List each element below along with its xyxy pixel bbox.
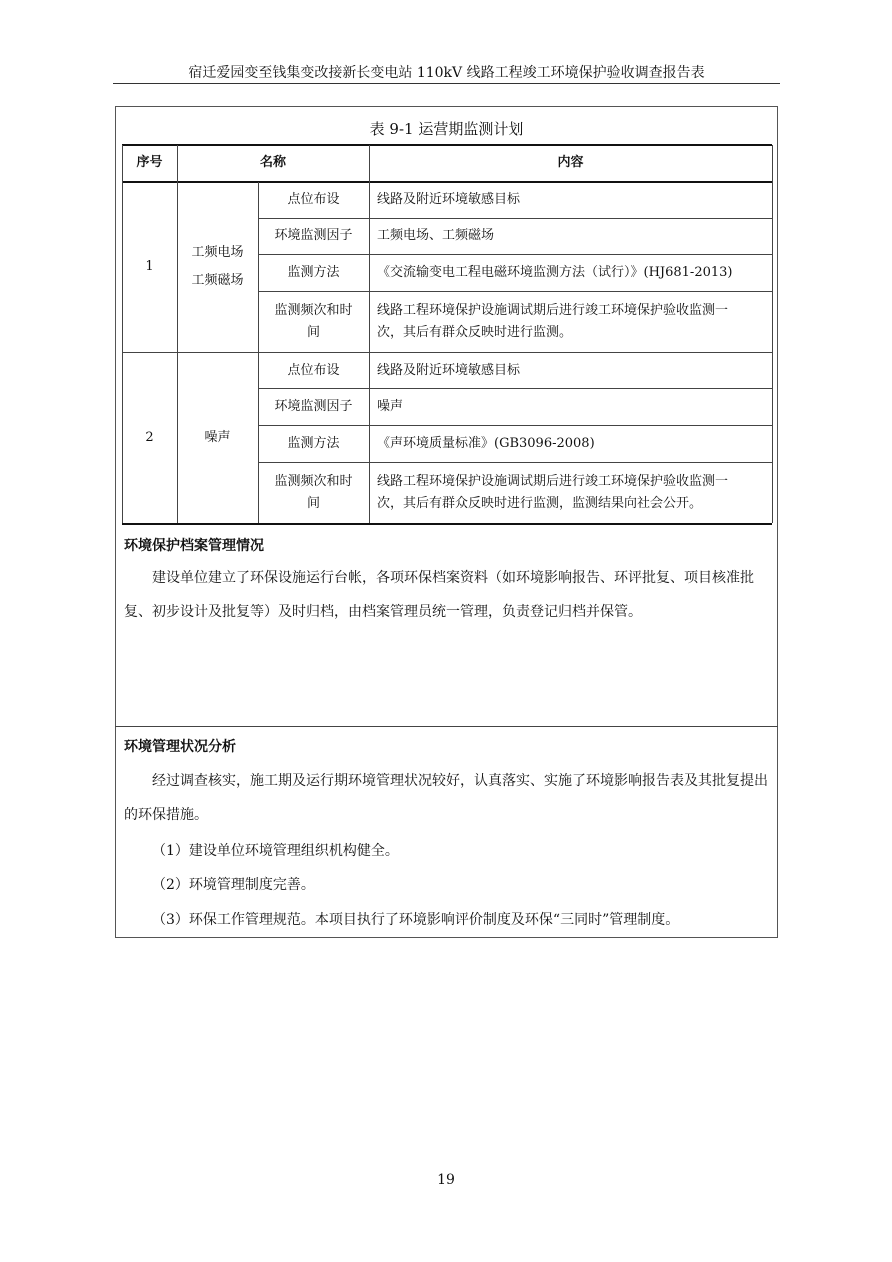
table-bottom-rule (122, 523, 772, 525)
content-cell (369, 291, 772, 352)
content-cell (369, 462, 772, 523)
item-cell: 环境监测因子 (274, 228, 353, 243)
item-line: 监测频次和时 (274, 302, 353, 318)
item-cell: 监测方法 (287, 435, 340, 451)
content-cell: 《声环境质量标准》(GB3096-2008) (377, 435, 595, 451)
page-number: 19 (437, 1172, 455, 1188)
content-cell: 线路及附近环境敏感目标 (377, 192, 521, 207)
item-cell: 点位布设 (287, 192, 340, 207)
section-divider (115, 726, 778, 727)
table-caption: 表 9-1 运营期监测计划 (369, 120, 524, 138)
column-header-content: 内容 (557, 155, 584, 170)
group-1-number: 1 (145, 259, 154, 274)
item-cell (258, 291, 369, 352)
analysis-paragraph: 经过调查核实，施工期及运行期环境管理状况较好，认真落实、实施了环境影响报告表及其批复提出的环保措施。 (124, 773, 768, 823)
item-cell (258, 462, 369, 523)
analysis-item: （1）建设单位环境管理组织机构健全。 (152, 843, 399, 859)
header-rule (113, 83, 780, 84)
archive-paragraph: 建设单位建立了环保设施运行台帐，各项环保档案资料（如环境影响报告、环评批复、项目核准批复、初步设计及批复等）及时归档，由档案管理员统一管理，负责登记归档并保管。 (124, 570, 754, 620)
group-1-name (177, 182, 258, 352)
content-line: 线路工程环境保护设施调试期后进行竣工环境保护验收监测一 (377, 473, 729, 489)
group-2-number: 2 (145, 430, 154, 445)
group-1-name-line: 工频电场 (191, 245, 244, 260)
group-2-name: 噪声 (204, 430, 231, 445)
item-line: 间 (306, 495, 320, 511)
analysis-item: （2）环境管理制度完善。 (152, 877, 315, 893)
content-cell: 工频电场、工频磁场 (377, 228, 495, 243)
content-line: 次，其后有群众反映时进行监测，监测结果向社会公开。 (377, 495, 703, 511)
item-cell: 环境监测因子 (274, 398, 353, 414)
item-line: 间 (306, 324, 320, 340)
item-cell: 点位布设 (287, 362, 340, 378)
content-cell: 《交流输变电工程电磁环境监测方法（试行）》(HJ681-2013) (377, 264, 733, 280)
content-cell: 线路及附近环境敏感目标 (377, 362, 521, 378)
report-frame (115, 106, 778, 938)
content-line: 次，其后有群众反映时进行监测。 (377, 324, 573, 340)
content-cell: 噪声 (377, 398, 404, 414)
analysis-item: （3）环保工作管理规范。本项目执行了环境影响评价制度及环保“三同时”管理制度。 (152, 912, 680, 928)
group-1-name-line: 工频磁场 (191, 273, 244, 288)
column-header-no: 序号 (136, 155, 163, 170)
analysis-section-title: 环境管理状况分析 (124, 739, 236, 755)
archive-section-title: 环境保护档案管理情况 (124, 538, 264, 554)
item-cell: 监测方法 (287, 264, 340, 280)
col-line (772, 145, 773, 523)
item-line: 监测频次和时 (274, 473, 353, 489)
column-header-name: 名称 (259, 155, 286, 170)
page-header: 宿迁爱园变至钱集变改接新长变电站 110kV 线路工程竣工环境保护验收调查报告表 (188, 65, 705, 81)
content-line: 线路工程环境保护设施调试期后进行竣工环境保护验收监测一 (377, 302, 729, 318)
